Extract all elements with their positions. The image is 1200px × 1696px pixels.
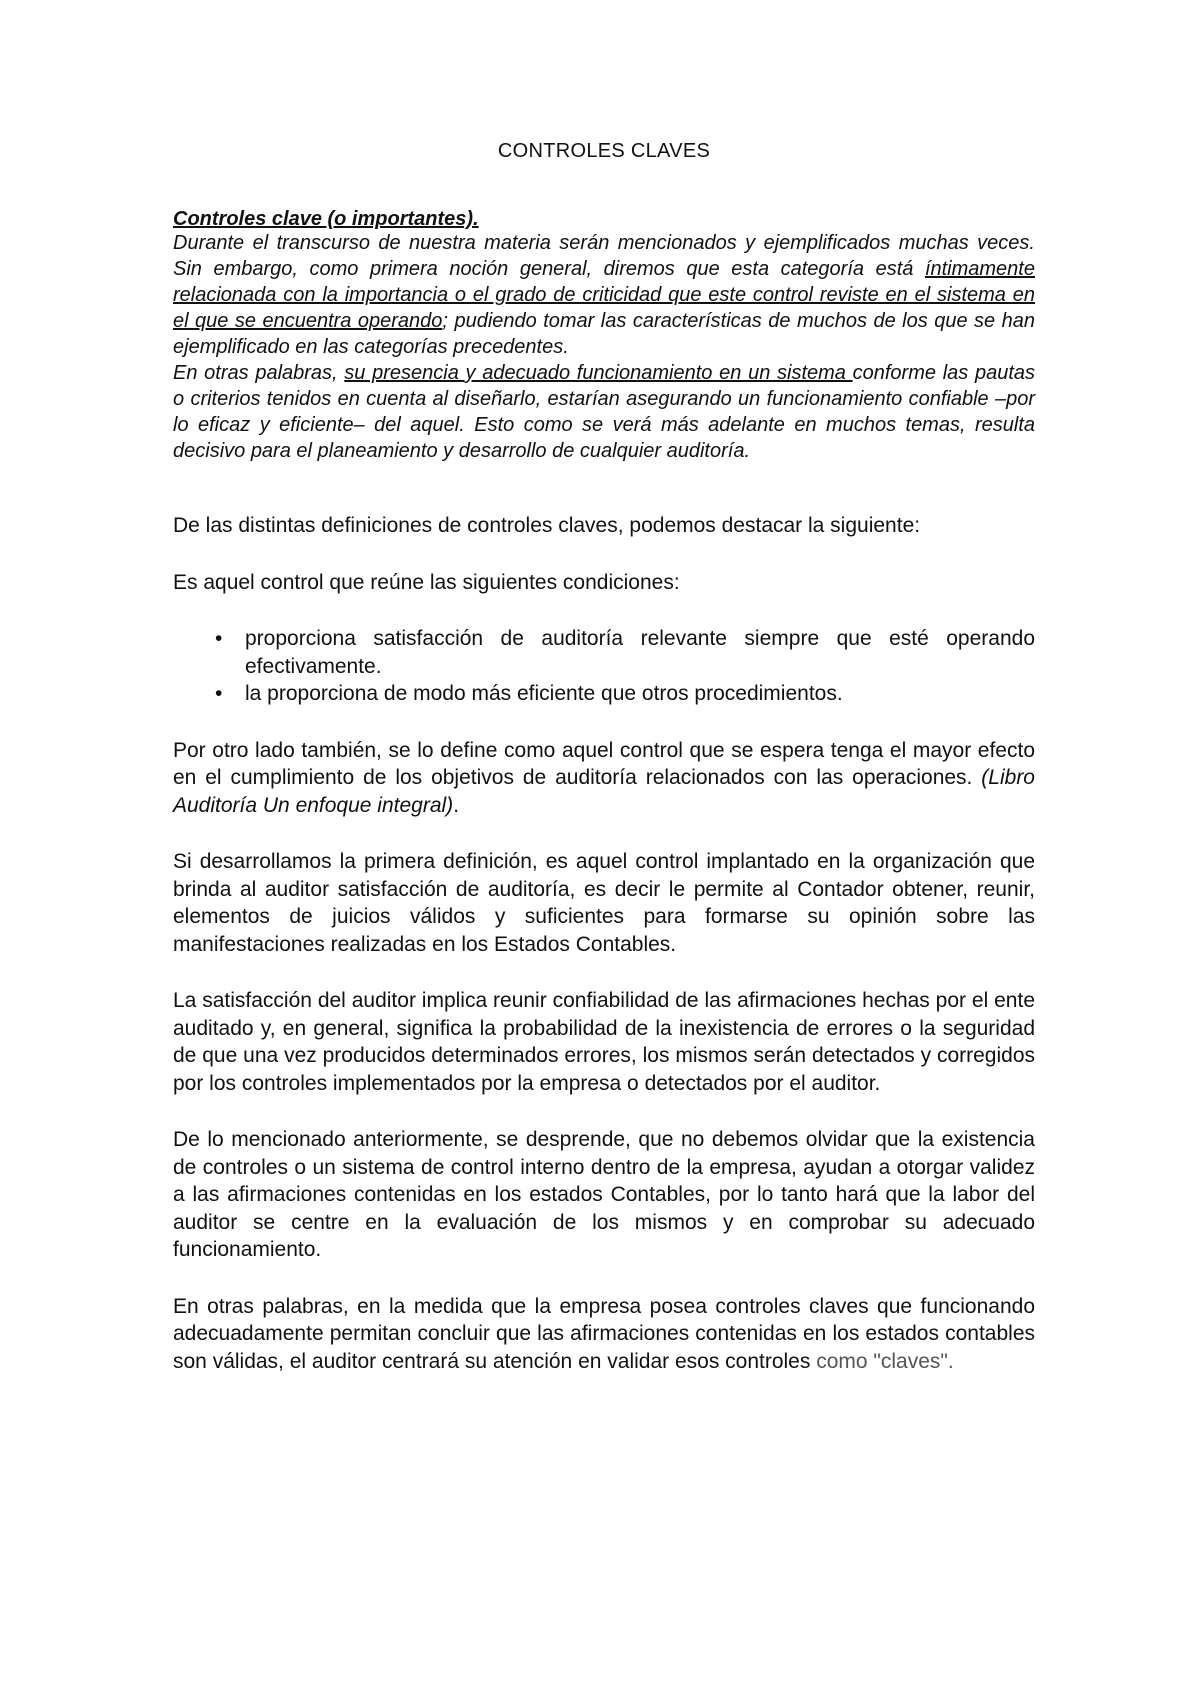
document-title: CONTROLES CLAVES — [497, 140, 711, 162]
bullet-icon: • — [215, 627, 223, 650]
list-item — [173, 680, 1035, 708]
final-text: En otras palabras, en la medida que la empresa posea controles claves que funcionando adecuadamente permitan concluir que las afirmaciones contenidas en los estados contables son válidas, el auditor centrará su atención en validar esos controles — [173, 1294, 1035, 1373]
other-definition-paragraph — [173, 737, 1035, 820]
section-heading: Controles clave (o importantes). — [173, 208, 479, 230]
list-item-text: proporciona satisfacción de auditoría relevante siempre que esté operando efectivamente. — [245, 627, 1035, 678]
list-item-text: la proporciona de modo más eficiente que otros procedimientos. — [245, 682, 843, 705]
conditions-paragraph: Es aquel control que reúne las siguientes condiciones: — [173, 570, 680, 594]
final-paragraph — [173, 1293, 1035, 1376]
satisfaction-paragraph: La satisfacción del auditor implica reunir confiabilidad de las afirmaciones hechas por el ente auditado y, en general, significa la probabilidad de la inexistencia de errores o la seguridad de que una vez producidos determinados errores, los mismos serán detectados y corregidos por los controles implementados por la empresa o detectados por el auditor. — [173, 989, 1035, 1095]
definitions-paragraph: De las distintas definiciones de controles claves, podemos destacar la siguiente: — [173, 514, 921, 537]
conditions-list — [173, 625, 1035, 708]
mentioned-paragraph: De lo mencionado anteriormente, se desprende, que no debemos olvidar que la existencia de controles o un sistema de control interno dentro de la empresa, ayudan a otorgar validez a las afirmaciones contenidas en los estados Contables, por lo tanto hará que la labor del auditor se centre en la evaluación de los mismos y en comprobar su adecuado funcionamiento. — [173, 1128, 1035, 1261]
intro-1-underlined: íntimamente relacionada con la importancia o el grado de criticidad que este control reviste en el sistema en el que se encuentra operando — [173, 258, 1035, 332]
other-definition-text: Por otro lado también, se lo define como aquel control que se espera tenga el mayor efecto en el cumplimiento de los objetivos de auditoría relacionados con las operaciones. — [173, 738, 1035, 789]
intro-1-text-a: Durante el transcurso de nuestra materia serán mencionados y ejemplificados muchas veces. Sin embargo, como primera noción general, diremos que esta categoría está — [173, 232, 1035, 280]
bullet-icon: • — [215, 682, 223, 705]
document-page — [173, 140, 1035, 1375]
intro-2-text-a: En otras palabras, — [173, 362, 345, 384]
other-definition-end: . — [453, 793, 460, 817]
book-citation: (Libro Auditoría Un enfoque integral) — [173, 766, 1035, 817]
develop-paragraph: Si desarrollamos la primera definición, es aquel control implantado en la organización que brinda al auditor satisfacción de auditoría, es decir le permite al Contador obtener, reunir, elementos de juicios válidos y suficientes para formarse su opinión sobre las manifestaciones realizadas en los Estados Contables. — [173, 850, 1035, 956]
final-grey-text: como "claves". — [816, 1349, 954, 1373]
intro-2-text-c: conforme las pautas o criterios tenidos en cuenta al diseñarlo, estarían asegurando un funcionamiento confiable –por lo eficaz y eficiente– del aquel. Esto como se verá más adelante en muchos temas, resulta decisivo para el planeamiento y desarrollo de cualquier auditoría. — [173, 362, 1036, 462]
list-item — [173, 625, 1035, 680]
intro-1-text-c: ; pudiendo tomar las características de muchos de los que se han ejemplificado en las categorías precedentes. — [173, 310, 1035, 358]
intro-2-underlined: su presencia y adecuado funcionamiento en un sistema — [344, 362, 853, 384]
intro-paragraph-1 — [173, 230, 1035, 360]
intro-paragraph-2 — [173, 360, 1035, 464]
